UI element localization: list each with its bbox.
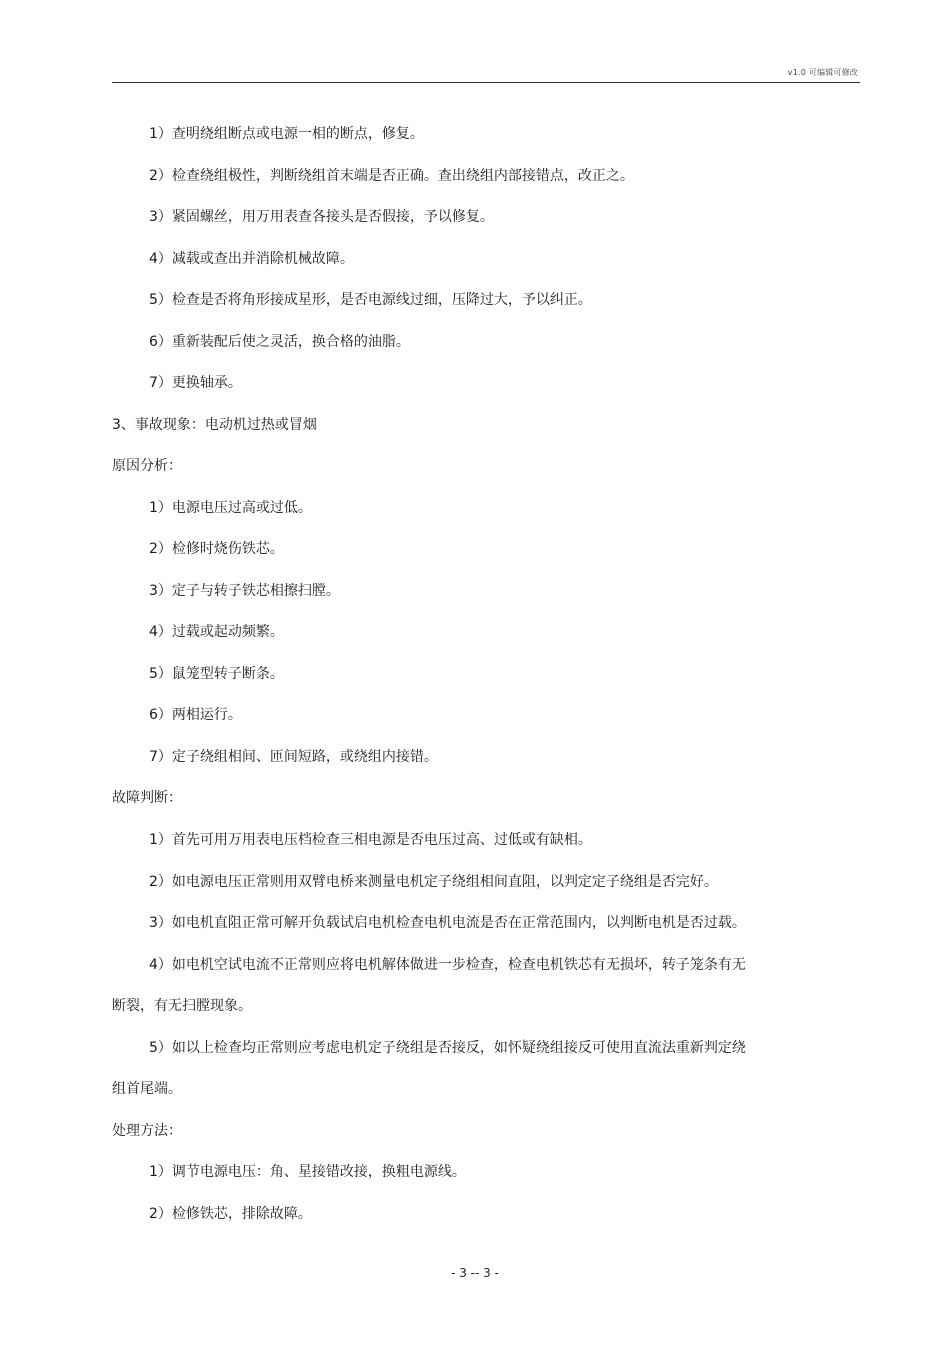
text-line: 3）如电机直阻正常可解开负载试启电机检查电机电流是否在正常范围内，以判断电机是否过载。 xyxy=(149,915,746,931)
text-line: 1）调节电源电压：角、星接错改接，换粗电源线。 xyxy=(149,1164,466,1180)
text-line: 7）定子绕组相间、匝间短路，或绕组内接错。 xyxy=(149,749,438,765)
text-line: 4）过载或起动频繁。 xyxy=(149,624,284,640)
text-line: 2）检查绕组极性，判断绕组首末端是否正确。查出绕组内部接错点，改正之。 xyxy=(149,168,634,184)
subsection-heading: 故障判断： xyxy=(112,790,182,806)
text-line: 6）重新装配后使之灵活，换合格的油脂。 xyxy=(149,334,410,350)
text-line: 1）电源电压过高或过低。 xyxy=(149,500,312,516)
text-line: 3）紧固螺丝，用万用表查各接头是否假接，予以修复。 xyxy=(149,209,494,225)
text-line: 6）两相运行。 xyxy=(149,707,242,723)
text-line: 5）如以上检查均正常则应考虑电机定子绕组是否接反，如怀疑绕组接反可使用直流法重新判定绕 xyxy=(149,1040,746,1056)
text-line-continuation: 断裂，有无扫膛现象。 xyxy=(112,998,252,1014)
text-line: 3）定子与转子铁芯相擦扫膛。 xyxy=(149,583,340,599)
text-line: 7）更换轴承。 xyxy=(149,375,242,391)
text-line: 2）如电源电压正常则用双臂电桥来测量电机定子绕组相间直阻，以判定定子绕组是否完好。 xyxy=(149,874,718,890)
text-line: 2）检修铁芯，排除故障。 xyxy=(149,1206,312,1222)
text-line: 4）减载或查出并消除机械故障。 xyxy=(149,251,354,267)
text-line-continuation: 组首尾端。 xyxy=(112,1081,182,1097)
version-note: v1.0 可编辑可修改 xyxy=(787,68,858,77)
subsection-heading: 原因分析： xyxy=(112,458,182,474)
text-line: 5）检查是否将角形接成星形，是否电源线过细，压降过大，予以纠正。 xyxy=(149,292,592,308)
section-heading: 3、事故现象：电动机过热或冒烟 xyxy=(112,417,317,433)
text-line: 5）鼠笼型转子断条。 xyxy=(149,666,284,682)
text-line: 2）检修时烧伤铁芯。 xyxy=(149,541,284,557)
text-line: 1）查明绕组断点或电源一相的断点，修复。 xyxy=(149,126,424,142)
header-rule xyxy=(112,82,860,83)
text-line: 4）如电机空试电流不正常则应将电机解体做进一步检查，检查电机铁芯有无损坏，转子笼条有无 xyxy=(149,957,746,973)
subsection-heading: 处理方法： xyxy=(112,1123,182,1139)
page-number: - 3 -- 3 - xyxy=(451,1266,499,1280)
text-line: 1）首先可用万用表电压档检查三相电源是否电压过高、过低或有缺相。 xyxy=(149,832,592,848)
